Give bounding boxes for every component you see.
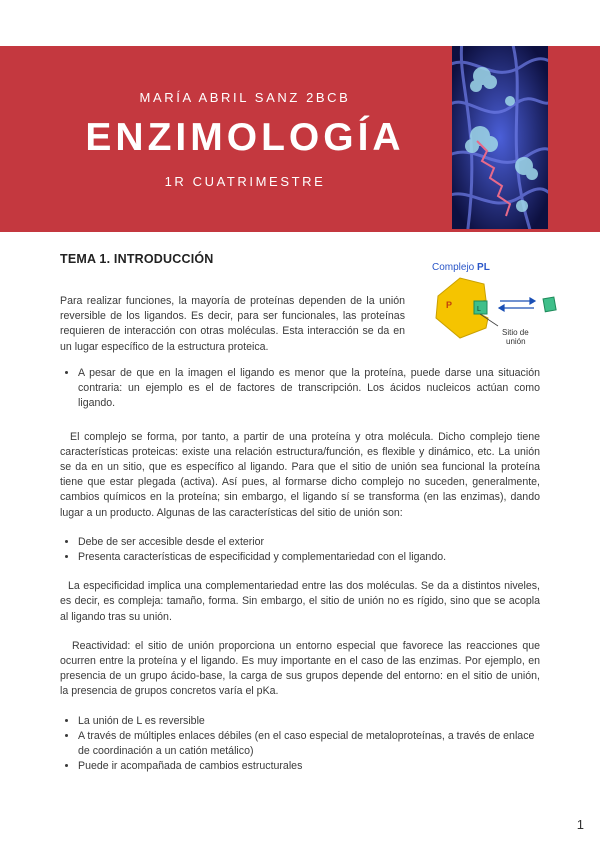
site-label-1: Sitio de [502,328,529,337]
section-heading: TEMA 1. INTRODUCCIÓN [60,252,214,266]
ligand-free-shape [543,297,556,312]
site-label-2: unión [506,337,526,346]
cover-image [452,46,548,229]
intro-paragraph: Para realizar funciones, la mayoría de proteínas dependen de la unión reversible de los ligandos. Es decir, para ser funcionales, las proteínas requieren de interacción con otras moléculas. Esta interacción se da en un lugar específico de la estructura proteica. [60,295,405,353]
ligand-label: L [477,306,481,313]
document-title: ENZIMOLOGÍA [85,116,405,159]
page-number: 1 [576,817,584,832]
paragraph-reactivity: Reactividad: el sitio de unión proporciona un entorno especial que favorece las reacciones que ocurren entre la proteína y el ligando. Es muy importante en el caso de las enzimas. Por ejemplo, en presencia de un grupo ácido-base, la carga de sus grupos depende del entorno: en el sitio de unión, la presencia de grupos concretos varía el pKa. [60,639,540,698]
equilibrium-arrows-icon [499,298,535,311]
list-item: • La unión de L es reversible [78,714,540,729]
protein-label: P [446,300,453,310]
complex-pl-figure [424,256,564,356]
term-label: 1R CUATRIMESTRE [164,174,326,189]
list-item: • Puede ir acompañada de cambios estructurales [78,759,540,774]
paragraph-complex: El complejo se forma, por tanto, a partir de una proteína y otra molécula. Dicho complejo tiene características proteicas: existe una relación estructura/función, es flexible y dinámico, etc. La unión se da en un sitio, que es específico al ligando. Para que el sitio de unión sea funcional la proteína tiene que estar plegada (activa). Así pues, al formarse dicho complejo no suceden, generalmente, cambios químicos en la proteína; sin embargo, el ligando sí se transforma (en las enzimas), dando lugar a un producto. Algunas de las características del sitio de unión son: [60,430,540,519]
svg-text:Complejo PL [432,262,490,273]
list-item: • A través de múltiples enlaces débiles (en el caso especial de metaloproteínas, a través de enlace de coordinación a un catión metálico) [78,729,540,759]
figure-caption-bold: PL [477,262,490,273]
list-item: • Debe de ser accesible desde el exterior [78,535,540,550]
author-name: MARÍA ABRIL SANZ 2BCB [139,90,351,105]
list-item: • Presenta características de especificidad y complementariedad con el ligando. [78,550,540,565]
figure-caption: Complejo [432,262,475,273]
paragraph-specificity: La especificidad implica una complementariedad entre las dos moléculas. Se da a distintos niveles, es decir, es compleja: tamaño, forma. Sin embargo, el sitio de unión no es rígido, sino que se acopla al ligando tras su unión. [60,580,540,623]
list-item: • A pesar de que en la imagen el ligando es menor que la proteína, puede darse una situación contraria: un ejemplo es el de factores de transcripción. Los ácidos nucleicos actúan como ligando. [78,366,540,412]
bullet-list-3 [60,714,540,775]
body-continued [60,366,540,774]
bullet-list-2 [60,535,540,565]
bullet-list-1 [60,366,540,412]
